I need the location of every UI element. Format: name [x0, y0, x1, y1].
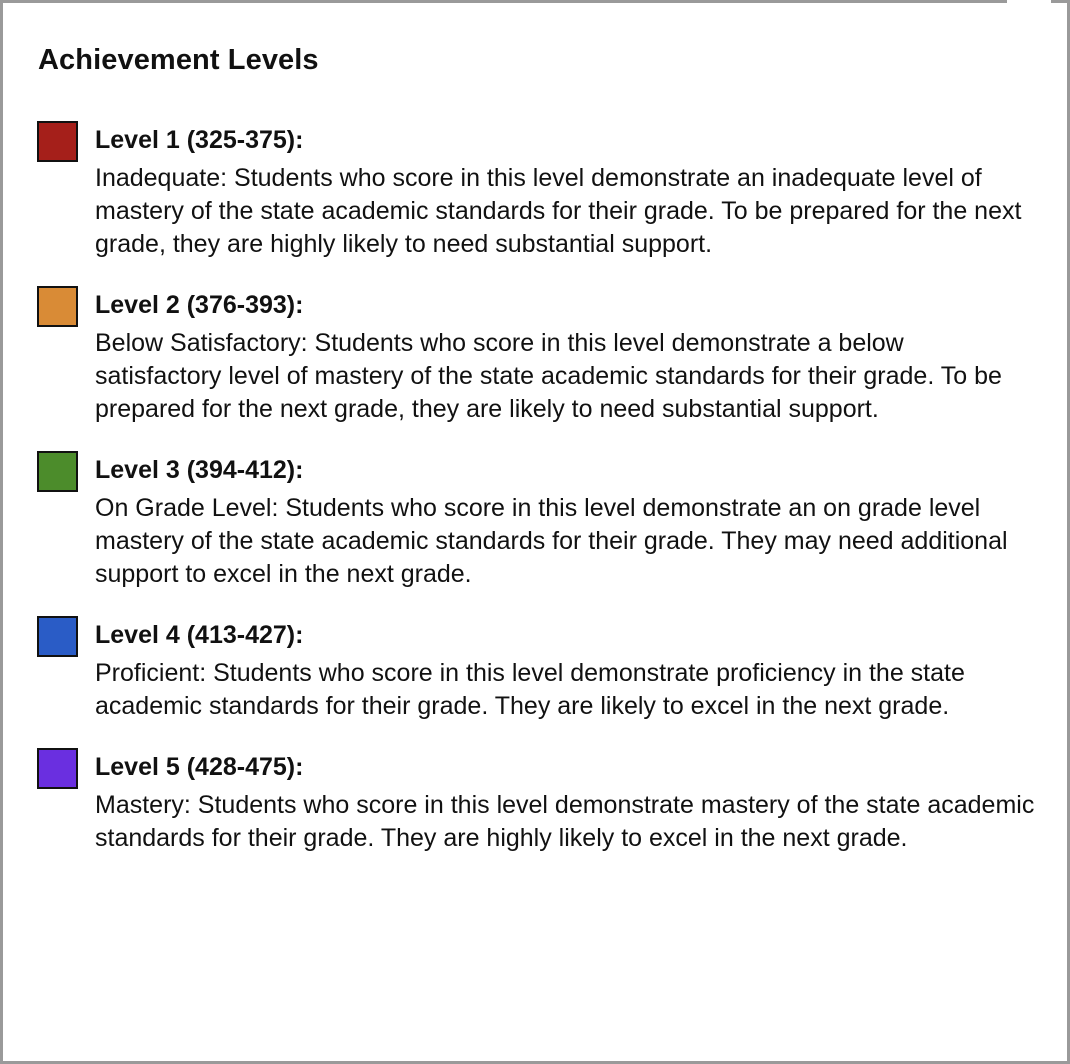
level-1-color-swatch — [37, 121, 78, 162]
panel-top-border-right — [1051, 0, 1070, 3]
level-4-description: Proficient: Students who score in this level demonstrate proficiency in the state academic standards for their grade. They are likely to excel in the next grade. — [95, 659, 965, 720]
level-1-description: Inadequate: Students who score in this level demonstrate an inadequate level of mastery of the state academic standards for their grade. To be prepared for the next grade, they are highly likely to need substantial support. — [95, 164, 1022, 258]
level-3-heading: Level 3 (394-412): — [95, 456, 304, 484]
level-2-item — [37, 283, 1037, 426]
level-4-item — [37, 613, 1037, 723]
level-1-item — [37, 118, 1037, 261]
level-5-color-swatch — [37, 748, 78, 789]
level-5-description: Mastery: Students who score in this level demonstrate mastery of the state academic standards for their grade. They are highly likely to excel in the next grade. — [95, 791, 1035, 852]
level-3-description: On Grade Level: Students who score in this level demonstrate an on grade level mastery of the state academic standards for their grade. They may need additional support to excel in the next grade. — [95, 494, 1008, 588]
level-2-color-swatch — [37, 286, 78, 327]
panel-title: Achievement Levels — [38, 44, 319, 76]
level-4-heading: Level 4 (413-427): — [95, 621, 304, 649]
level-2-heading: Level 2 (376-393): — [95, 291, 304, 319]
level-1-heading: Level 1 (325-375): — [95, 126, 304, 154]
levels-list — [37, 118, 1037, 877]
level-5-heading: Level 5 (428-475): — [95, 753, 304, 781]
level-3-color-swatch — [37, 451, 78, 492]
level-3-item — [37, 448, 1037, 591]
panel-top-border — [3, 0, 1007, 3]
level-5-item — [37, 745, 1037, 855]
level-4-color-swatch — [37, 616, 78, 657]
level-2-description: Below Satisfactory: Students who score in this level demonstrate a below satisfactory level of mastery of the state academic standards for their grade. To be prepared for the next grade, they are likely to need substantial support. — [95, 329, 1002, 423]
